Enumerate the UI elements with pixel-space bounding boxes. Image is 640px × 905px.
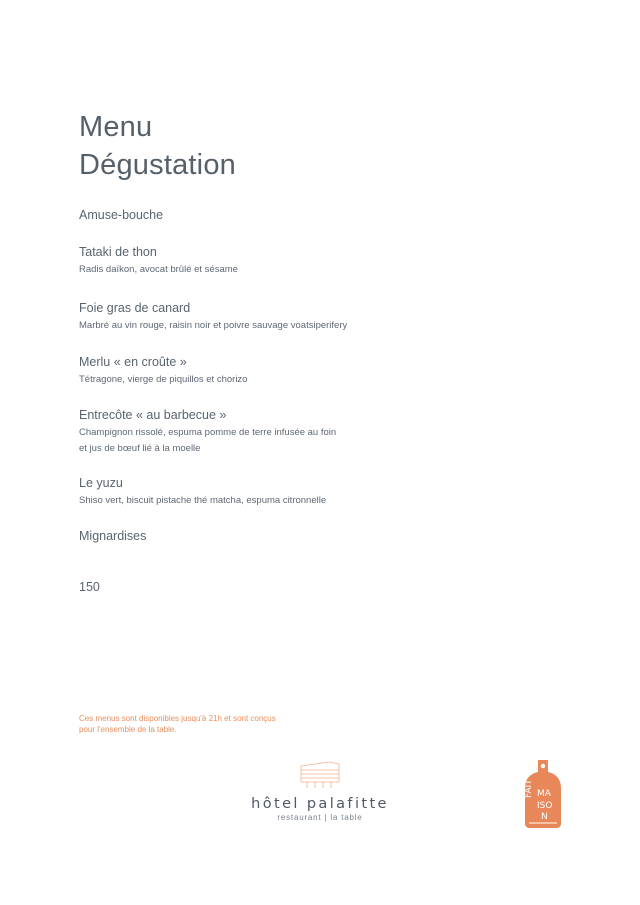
course-name: Foie gras de canard <box>79 301 191 315</box>
course-description: Shiso vert, biscuit pistache thé matcha, espuma citronnelle <box>79 495 327 506</box>
building-icon <box>299 758 341 790</box>
availability-note <box>79 713 276 735</box>
course-name: Entrecôte « au barbecue » <box>79 408 227 422</box>
course-merlu <box>79 354 247 388</box>
course-description-line: et jus de bœuf lié à la moelle <box>79 443 201 454</box>
course-yuzu <box>79 475 326 509</box>
availability-note-line: Ces menus sont disponibles jusqu'à 21h et sont conçus <box>79 714 276 723</box>
course-tataki <box>79 244 238 278</box>
course-description <box>79 425 336 457</box>
course-name: Amuse-bouche <box>79 208 164 222</box>
svg-text:N: N <box>541 812 548 822</box>
menu-title-line2: Dégustation <box>79 149 236 181</box>
fait-maison-logo <box>523 760 563 828</box>
hotel-name: hôtel palafitte <box>251 796 389 812</box>
course-foie-gras <box>79 300 347 334</box>
course-description: Marbré au vin rouge, raisin noir et poivre sauvage voatsiperifery <box>79 320 348 331</box>
course-description: Radis daïkon, avocat brûlé et sésame <box>79 264 238 275</box>
course-mignardises <box>79 528 146 544</box>
course-description-line: Champignon rissolé, espuma pomme de terre infusée au foin <box>79 427 337 438</box>
course-name: Le yuzu <box>79 476 123 490</box>
hotel-logo <box>230 758 410 823</box>
svg-text:FAIT: FAIT <box>524 779 534 798</box>
course-amuse-bouche <box>79 207 163 223</box>
menu-title-line1: Menu <box>79 111 153 143</box>
menu-title <box>79 108 236 184</box>
course-description: Tétragone, vierge de piquillos et chorizo <box>79 374 248 385</box>
course-entrecote <box>79 407 336 457</box>
course-name: Mignardises <box>79 529 147 543</box>
hotel-tagline: restaurant | la table <box>277 813 363 822</box>
availability-note-line: pour l'ensemble de la table. <box>79 725 177 734</box>
svg-text:MA: MA <box>537 789 551 799</box>
course-name: Merlu « en croûte » <box>79 355 187 369</box>
course-name: Tataki de thon <box>79 245 157 259</box>
svg-text:ISO: ISO <box>537 801 553 811</box>
menu-price: 150 <box>79 580 100 594</box>
